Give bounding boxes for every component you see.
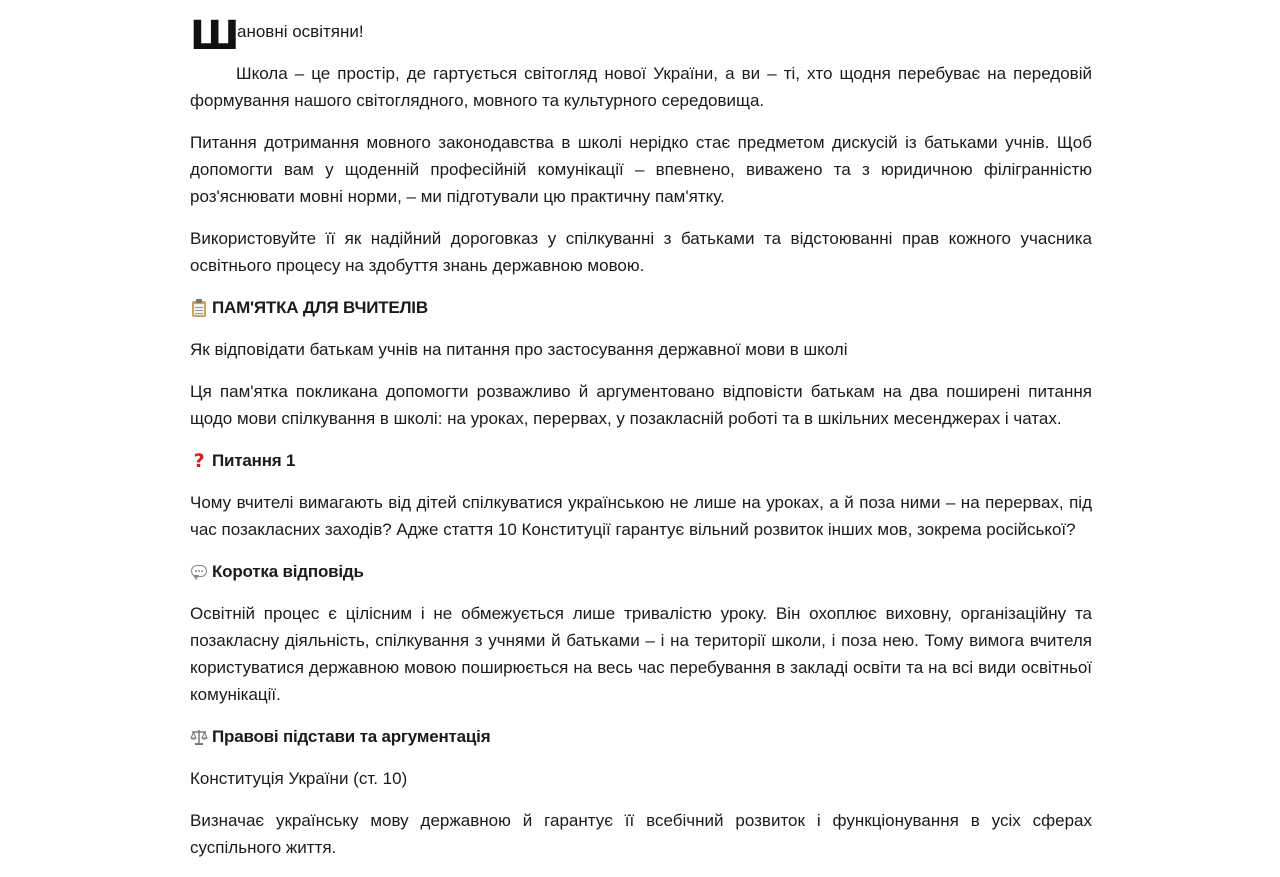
paragraph-2: Питання дотримання мовного законодавства в школі нерідко стає предметом дискусій із батьками учнів. Щоб допомогти вам у щоденній професійній комунікації – впевнено, виважено та з юридичною філігранністю роз'яснювати мовні норми, – ми підготували цю практичну пам'ятку. bbox=[190, 133, 1092, 206]
question-1-title: Питання 1 bbox=[212, 451, 296, 470]
short-answer-text: Освітній процес є цілісним і не обмежується лише тривалістю уроку. Він охоплює виховну, організаційну та позакласну діяльність, спілкування з учнями й батьками – і на території школи, і поза нею. Тому вимога вчителя користуватися державною мовою поширюється на весь час перебування в закладі освіти та на всі види освітньої комунікації. bbox=[190, 604, 1092, 704]
memo-description: Ця пам'ятка покликана допомогти розважливо й аргументовано відповісти батькам на два поширені питання щодо мови спілкування в школі: на уроках, перервах, у позакласній роботі та в шкільних месенджерах і чатах. bbox=[190, 382, 1092, 428]
memo-subtitle: Як відповідати батькам учнів на питання про застосування державної мови в школі bbox=[190, 340, 848, 359]
legal-heading bbox=[190, 723, 1092, 750]
short-answer-heading bbox=[190, 558, 1092, 585]
paragraph-3: Використовуйте її як надійний дороговказ у спілкуванні з батьками та відстоюванні прав кожного учасника освітнього процесу на здобуття знань державною мовою. bbox=[190, 229, 1092, 275]
legal-title: Правові підстави та аргументація bbox=[212, 727, 491, 746]
short-answer-title: Коротка відповідь bbox=[212, 562, 364, 581]
memo-heading bbox=[190, 294, 1092, 321]
memo-title: ПАМ'ЯТКА ДЛЯ ВЧИТЕЛІВ bbox=[212, 298, 428, 317]
legal-source: Конституція України (ст. 10) bbox=[190, 769, 408, 788]
legal-text: Визначає українську мову державною й гарантує її всебічний розвиток і функціонування в усіх сферах суспільного життя. bbox=[190, 811, 1092, 857]
question-mark-icon: ? bbox=[193, 449, 205, 472]
scales-icon bbox=[190, 728, 208, 746]
intro-paragraph: Школа – це простір, де гартується світогляд нової України, а ви – ті, хто щодня перебуває на передовій формування нашого світоглядного, мовного та культурного середовища. bbox=[190, 64, 1092, 110]
clipboard-icon bbox=[190, 299, 208, 317]
greeting-text: ановні освітяни! bbox=[237, 22, 364, 41]
question-1-text: Чому вчителі вимагають від дітей спілкуватися українською не лише на уроках, а й поза ними – на перервах, під час позакласних заходів? Адже стаття 10 Конституції гарантує вільний розвиток інших мов, зокрема російської? bbox=[190, 493, 1092, 539]
document-body bbox=[190, 13, 1092, 876]
greeting bbox=[190, 13, 1092, 59]
question-1-heading bbox=[190, 447, 1092, 474]
speech-bubble-icon bbox=[190, 563, 208, 581]
drop-cap: Ш bbox=[190, 13, 240, 59]
